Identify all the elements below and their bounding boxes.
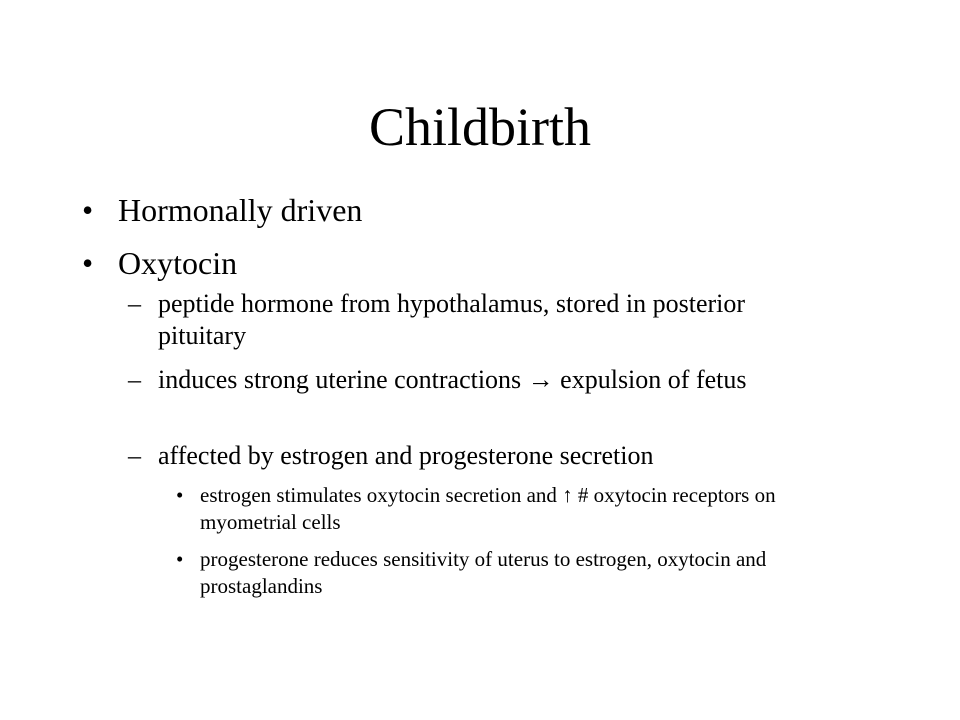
sub-bullet-text: peptide hormone from hypothalamus, stored in posterior pituitary (158, 289, 746, 350)
sub-sub-bullet-item (176, 482, 820, 536)
sub-bullet-item (128, 288, 798, 352)
bullet-text: Oxytocin (118, 245, 238, 281)
bullet-text: Hormonally driven (118, 192, 363, 228)
dash-marker: – (128, 289, 141, 318)
dash-marker: – (128, 441, 141, 470)
sub-bullet-item (128, 440, 798, 472)
sub-sub-bullet-text: estrogen stimulates oxytocin secretion and ↑ # oxytocin receptors on myometrial cells (200, 483, 776, 534)
dash-marker: – (128, 365, 141, 394)
bullet-item (82, 192, 363, 228)
sub-bullet-item (128, 364, 798, 396)
bullet-marker: • (82, 245, 94, 281)
slide-title: Childbirth (368, 97, 591, 157)
bullet-marker: • (176, 547, 184, 571)
bullet-marker: • (82, 192, 94, 228)
sub-sub-bullet-item (176, 546, 820, 600)
sub-bullet-text: induces strong uterine contractions → expulsion of fetus (158, 365, 747, 394)
sub-sub-bullet-text: progesterone reduces sensitivity of uterus to estrogen, oxytocin and prostaglandins (200, 547, 767, 598)
bullet-marker: • (176, 483, 184, 507)
sub-bullet-text: affected by estrogen and progesterone secretion (158, 441, 654, 470)
bullet-item (82, 245, 238, 281)
